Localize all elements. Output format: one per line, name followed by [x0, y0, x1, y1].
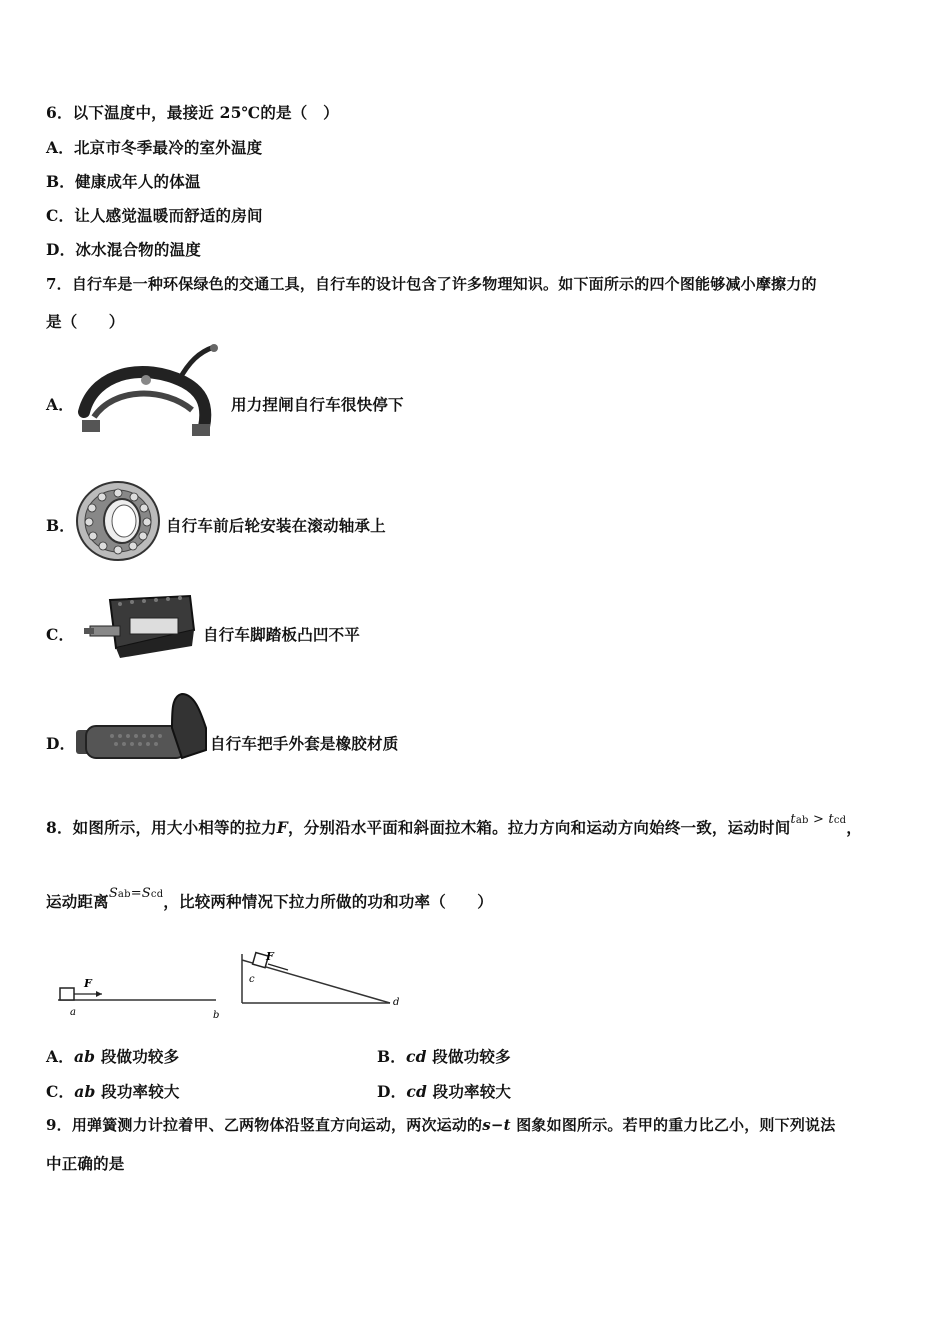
q8-option-d[interactable] [377, 1080, 511, 1102]
t-ab: t [790, 812, 796, 827]
q7-option-a-letter[interactable]: A． [46, 395, 74, 414]
q7-option-c-text: 自行车脚踏板凸凹不平 [203, 625, 361, 644]
q8-stem-part: ，分别沿水平面和斜面拉木箱。拉力方向和运动方向始终一致，运动时间 [288, 818, 791, 837]
ball-bearing-icon [74, 480, 162, 562]
option-letter: D． [46, 240, 76, 259]
option-text: 让人感觉温暖而舒适的房间 [74, 206, 263, 225]
q8-time-relation [790, 812, 846, 827]
q6-option-d[interactable] [46, 238, 201, 260]
q9-st-symbol: s−t [482, 1116, 511, 1134]
option-letter: B． [377, 1047, 407, 1066]
q8-stem-part: ，比较两种情况下拉力所做的功和功率（ ） [163, 892, 493, 911]
option-segment: ab [74, 1082, 96, 1101]
q7-option-d-letter[interactable]: D． [46, 734, 76, 753]
label-a: a [70, 1007, 76, 1018]
option-text: 段功率较大 [427, 1082, 512, 1101]
s-cd: S [141, 886, 151, 901]
q9-stem-part: 图象如图所示。若甲的重力比乙小，则下列说法 [510, 1116, 836, 1134]
s-ab: S [108, 886, 118, 901]
q7-stem-line1: 7．自行车是一种环保绿色的交通工具，自行车的设计包含了许多物理知识。如下面所示的四个图能够减小摩擦力的 [46, 275, 817, 293]
t-cd-sub: cd [833, 815, 847, 826]
q7-option-a-text: 用力捏闸自行车很快停下 [231, 395, 404, 414]
option-letter: D． [377, 1082, 407, 1101]
label-d: d [393, 997, 400, 1008]
q6-option-b[interactable] [46, 170, 201, 192]
t-ab-sub: ab [795, 815, 809, 826]
q7-stem-line2: 是（ ） [46, 312, 125, 331]
label-F1: F [84, 977, 92, 990]
option-segment: ab [73, 1047, 96, 1066]
label-c: c [249, 974, 255, 985]
option-text: 冰水混合物的温度 [75, 240, 201, 259]
s-ab-sub: ab [117, 889, 131, 900]
label-F2: F [266, 950, 274, 963]
option-text: 段功率较大 [95, 1082, 180, 1101]
q7-option-d-text: 自行车把手外套是橡胶材质 [210, 734, 399, 753]
gt-sign: > [808, 812, 829, 827]
option-letter: A． [46, 1047, 74, 1066]
q8-force-symbol: F [276, 818, 289, 837]
bike-pedal-icon [80, 590, 198, 662]
label-b: b [213, 1010, 220, 1021]
s-cd-sub: cd [150, 889, 164, 900]
eq-sign: = [130, 886, 142, 901]
option-letter: B． [46, 172, 76, 191]
option-text: 健康成年人的体温 [75, 172, 201, 191]
q8-option-c[interactable] [46, 1080, 180, 1102]
q8-comma: ， [846, 818, 862, 837]
option-text: 段做功较多 [95, 1047, 180, 1066]
q6-stem: 6．以下温度中，最接近 25℃的是（ ） [46, 103, 339, 122]
q6-option-c[interactable] [46, 204, 263, 226]
option-letter: C． [46, 206, 75, 225]
option-letter: A． [46, 138, 74, 157]
q8-distance-relation [109, 886, 163, 901]
q7-option-b-letter[interactable]: B． [46, 516, 76, 535]
q8-stem-line2 [46, 886, 493, 912]
q9-stem-part: 9．用弹簧测力计拉着甲、乙两物体沿竖直方向运动，两次运动的 [46, 1116, 483, 1134]
q9-stem-line1 [46, 1114, 835, 1135]
q8-figure [50, 948, 410, 1030]
t-cd: t [828, 812, 834, 827]
q6-option-a[interactable] [46, 136, 262, 158]
q7-option-b-text: 自行车前后轮安装在滚动轴承上 [166, 516, 386, 535]
handlebar-grip-icon [72, 690, 210, 766]
option-segment: cd [406, 1082, 428, 1101]
option-text: 段做功较多 [426, 1047, 511, 1066]
q9-stem-line2: 中正确的是 [46, 1154, 125, 1173]
option-segment: cd [406, 1047, 427, 1066]
option-text: 北京市冬季最冷的室外温度 [73, 138, 263, 157]
q8-stem-part: 运动距离 [46, 892, 109, 911]
q8-stem-line1 [46, 812, 862, 838]
arrow-head [96, 991, 102, 997]
q8-option-a[interactable] [46, 1045, 179, 1067]
q7-option-c-letter[interactable]: C． [46, 625, 75, 644]
q8-stem-part: 8．如图所示，用大小相等的拉力 [46, 818, 277, 837]
option-letter: C． [46, 1082, 75, 1101]
box-horizontal [60, 988, 74, 1000]
q8-option-b[interactable] [377, 1045, 511, 1067]
brake-caliper-icon [74, 342, 224, 446]
